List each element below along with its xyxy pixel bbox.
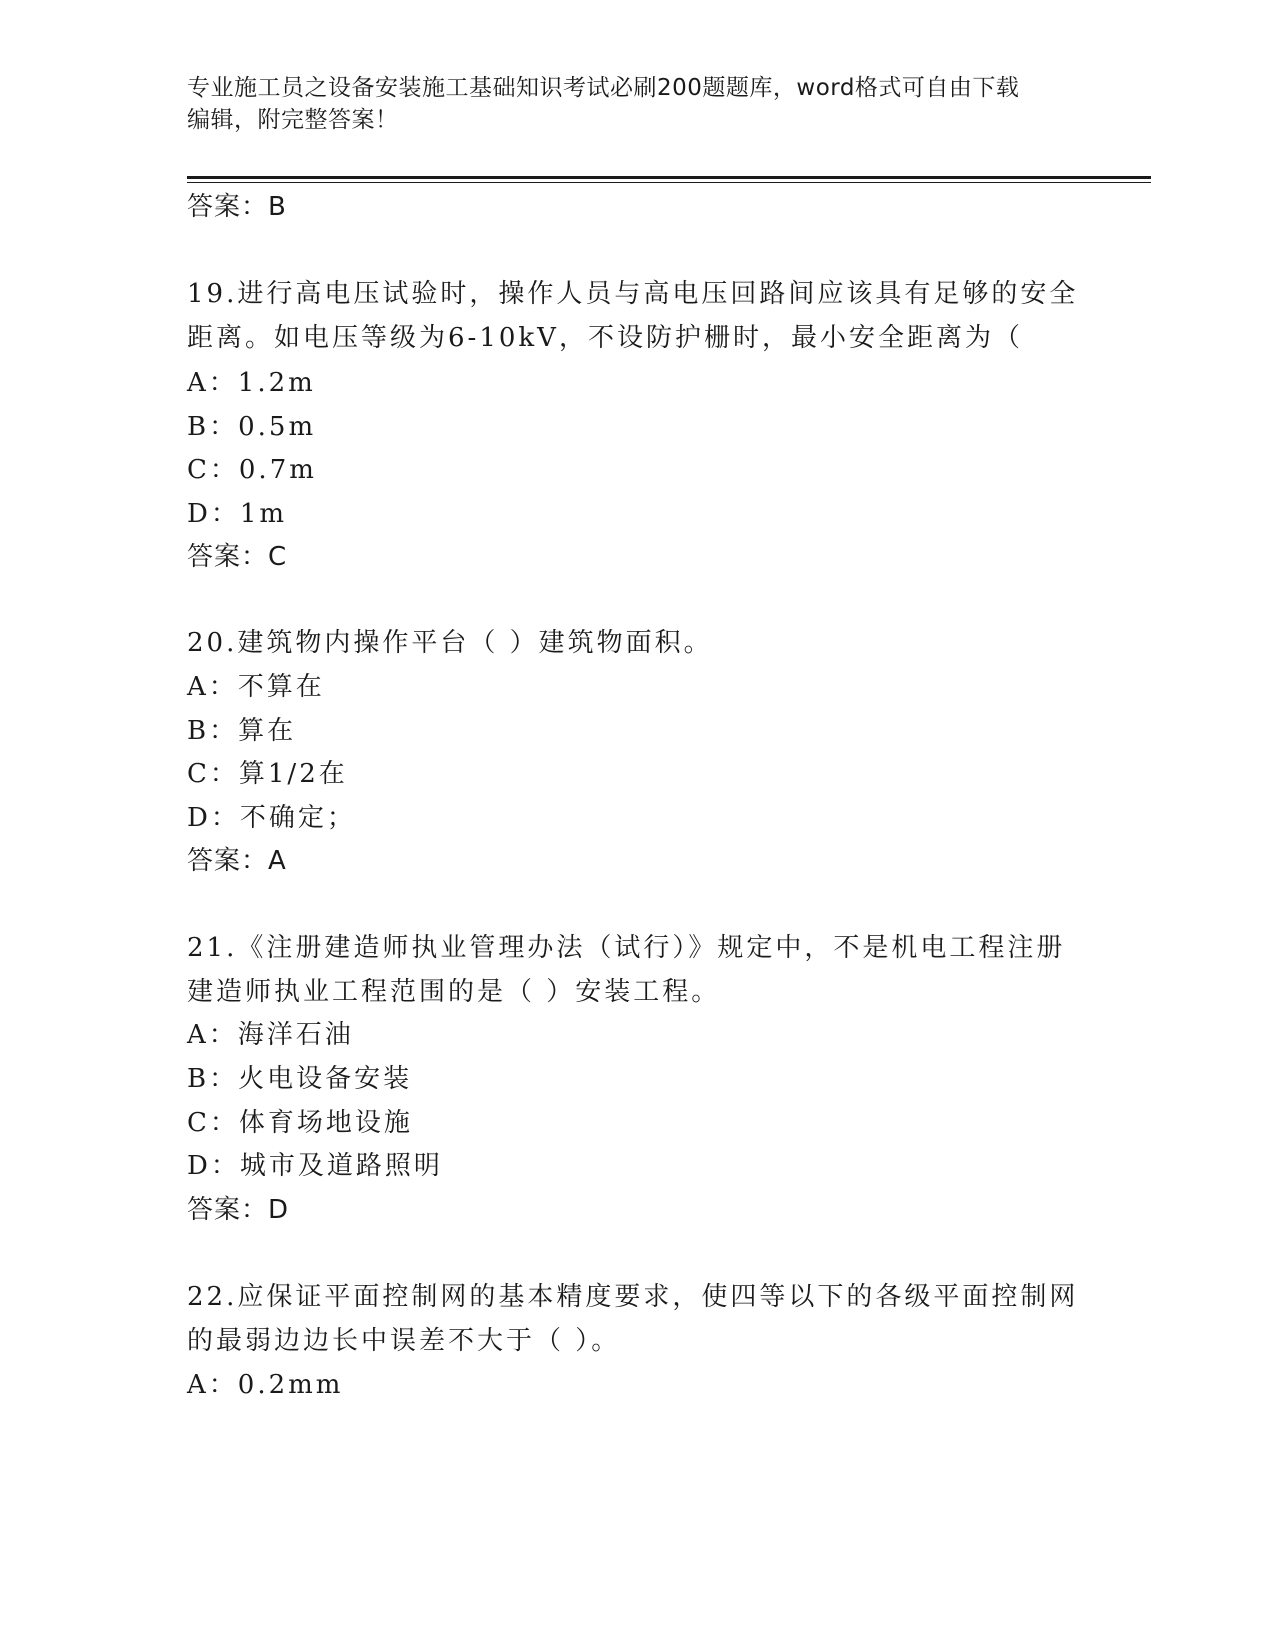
question-22-option-a: A：0.2mm bbox=[187, 1370, 344, 1400]
question-21-stem-line-2: 建造师执业工程范围的是（ ）安装工程。 bbox=[187, 977, 721, 1007]
question-21-option-b: B：火电设备安装 bbox=[187, 1064, 413, 1094]
question-21-option-c: C：体育场地设施 bbox=[187, 1108, 413, 1138]
question-20-option-a: A：不算在 bbox=[187, 672, 325, 702]
question-19-option-d: D：1m bbox=[187, 499, 288, 529]
question-20-option-c: C：算1/2在 bbox=[187, 759, 348, 789]
question-19-answer: 答案：C bbox=[187, 542, 288, 572]
question-19-option-b: B：0.5m bbox=[187, 412, 317, 442]
question-19-option-c: C：0.7m bbox=[187, 455, 317, 485]
question-19-stem-line-1: 19.进行高电压试验时，操作人员与高电压回路间应该具有足够的安全 bbox=[187, 279, 1079, 309]
question-20-stem-line-1: 20.建筑物内操作平台（ ）建筑物面积。 bbox=[187, 628, 713, 658]
question-20-option-b: B：算在 bbox=[187, 716, 297, 746]
question-21-answer: 答案：D bbox=[187, 1195, 290, 1225]
question-20-option-d: D：不确定； bbox=[187, 803, 356, 833]
question-22-stem-line-2: 的最弱边边长中误差不大于（ ）。 bbox=[187, 1326, 621, 1356]
question-21-stem-line-1: 21.《注册建造师执业管理办法（试行）》规定中，不是机电工程注册 bbox=[187, 933, 1066, 963]
header-divider-thin bbox=[187, 182, 1151, 183]
question-19-stem-line-2: 距离。如电压等级为6-10kV，不设防护栅时，最小安全距离为（ bbox=[187, 323, 1023, 353]
question-21-option-a: A：海洋石油 bbox=[187, 1020, 354, 1050]
header-line-2: 编辑，附完整答案！ bbox=[187, 107, 399, 133]
question-19-option-a: A：1.2m bbox=[187, 368, 316, 398]
document-header bbox=[187, 72, 1067, 136]
header-divider-thick bbox=[187, 176, 1151, 179]
answer-previous: 答案：B bbox=[187, 192, 287, 222]
question-21-option-d: D：城市及道路照明 bbox=[187, 1151, 443, 1181]
question-22-stem-line-1: 22.应保证平面控制网的基本精度要求，使四等以下的各级平面控制网 bbox=[187, 1282, 1079, 1312]
header-line-1: 专业施工员之设备安装施工基础知识考试必刷200题题库，word格式可自由下载 bbox=[187, 75, 1020, 101]
question-20-answer: 答案：A bbox=[187, 846, 287, 876]
